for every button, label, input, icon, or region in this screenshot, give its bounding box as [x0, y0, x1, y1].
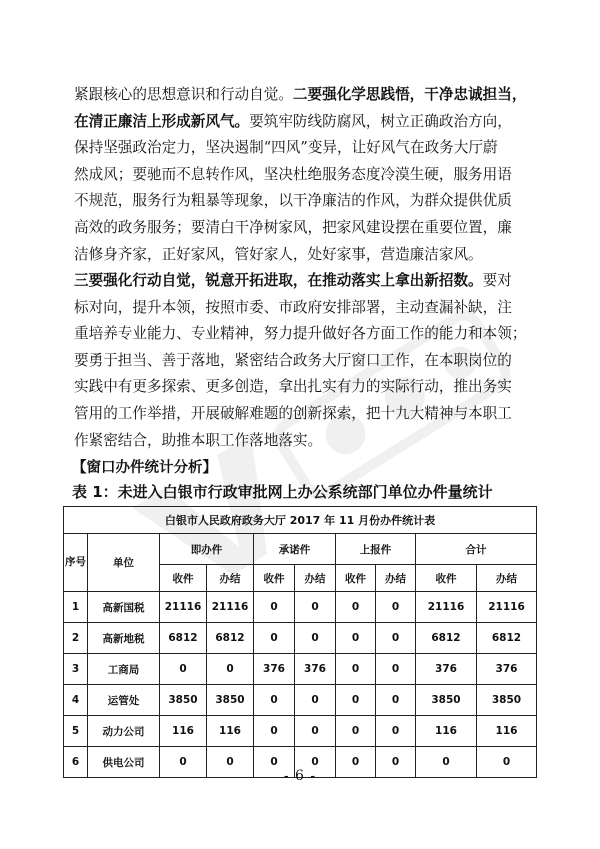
- statistics-table: [63, 506, 537, 778]
- cell-value: 0: [295, 685, 336, 716]
- cell-value: 0: [254, 592, 295, 623]
- row-number: 2: [64, 623, 88, 654]
- cell-value: 116: [477, 716, 537, 747]
- cell-value: 0: [376, 716, 416, 747]
- cell-value: 0: [416, 747, 477, 778]
- row-number: 3: [64, 654, 88, 685]
- text-span: 要筑牢防线防腐风，树立正确政治方向，: [249, 112, 512, 130]
- cell-value: 0: [336, 623, 376, 654]
- cell-value: 0: [336, 592, 376, 623]
- cell-value: 116: [160, 716, 207, 747]
- group-header: 承诺件: [254, 534, 336, 565]
- cell-value: 0: [295, 623, 336, 654]
- cell-value: 0: [336, 654, 376, 685]
- text-line: 要勇于担当、善于落地，紧密结合政务大厅窗口工作，在本职岗位的: [74, 351, 512, 369]
- text-line: 高效的政务服务；要清白干净树家风，把家风建设摆在重要位置，廉: [74, 218, 512, 236]
- table-row: [64, 654, 537, 685]
- cell-value: 0: [295, 716, 336, 747]
- cell-value: 0: [207, 654, 254, 685]
- table-title: 白银市人民政府政务大厅 2017 年 11 月份办件统计表: [64, 507, 537, 534]
- cell-value: 0: [207, 747, 254, 778]
- cell-value: 0: [376, 623, 416, 654]
- group-header: 即办件: [160, 534, 254, 565]
- cell-value: 0: [254, 716, 295, 747]
- text-line: 洁修身齐家，正好家风，管好家人，处好家事，营造廉洁家风。: [74, 245, 483, 263]
- cell-value: 6812: [477, 623, 537, 654]
- subheader-received: 收件: [336, 565, 376, 592]
- column-header-unit: 单位: [88, 534, 160, 592]
- text-line: [74, 109, 526, 136]
- subheader-completed: 办结: [477, 565, 537, 592]
- section-title: 【窗口办件统计分析】: [72, 460, 217, 476]
- cell-value: 3850: [416, 685, 477, 716]
- cell-value: 0: [336, 716, 376, 747]
- unit-name: 高新地税: [88, 623, 160, 654]
- cell-value: 3850: [207, 685, 254, 716]
- text-line: 标对向，提升本领，按照市委、市政府安排部署，主动查漏补缺，注: [74, 298, 512, 316]
- text-line: 重培养专业能力、专业精神，努力提升做好各方面工作的能力和本领；: [74, 325, 527, 343]
- cell-value: 0: [477, 747, 537, 778]
- subheader-received: 收件: [254, 565, 295, 592]
- paragraph-discipline: [74, 82, 526, 268]
- cell-value: 21116: [477, 592, 537, 623]
- group-header: 上报件: [336, 534, 416, 565]
- page-number: - 6 -: [283, 768, 317, 784]
- cell-value: 0: [160, 747, 207, 778]
- cell-value: 3850: [477, 685, 537, 716]
- cell-value: 0: [254, 623, 295, 654]
- text-line: 作紧密结合，助推本职工作落地落实。: [74, 431, 323, 449]
- table-caption: 表 1：未进入白银市行政审批网上办公系统部门单位办件量统计: [72, 483, 493, 501]
- cell-value: 0: [295, 592, 336, 623]
- text-line: 保持坚强政治定力，坚决遏制“四风”变异，让好风气在政务大厅蔚: [74, 139, 498, 157]
- cell-value: 21116: [160, 592, 207, 623]
- bold-heading: 二要强化学思践悟，干净忠诚担当，: [292, 86, 527, 103]
- row-number: 1: [64, 592, 88, 623]
- cell-value: 0: [376, 592, 416, 623]
- subheader-completed: 办结: [207, 565, 254, 592]
- paragraph-action: [74, 268, 526, 454]
- bold-heading: 在清正廉洁上形成新风气。: [74, 112, 250, 130]
- cell-value: 0: [254, 747, 295, 778]
- cell-value: 0: [376, 685, 416, 716]
- cell-value: 376: [477, 654, 537, 685]
- text-line: 不规范，服务行为粗暴等现象，以干净廉洁的作风，为群众提供优质: [74, 192, 512, 210]
- cell-value: 0: [376, 747, 416, 778]
- unit-name: 高新国税: [88, 592, 160, 623]
- text-line: [74, 268, 526, 295]
- cell-value: 376: [416, 654, 477, 685]
- column-header-seq: 序号: [64, 534, 88, 592]
- table-row: [64, 623, 537, 654]
- row-number: 4: [64, 685, 88, 716]
- text-span: 紧跟核心的思想意识和行动自觉。: [74, 86, 293, 103]
- subheader-received: 收件: [160, 565, 207, 592]
- cell-value: 0: [376, 654, 416, 685]
- subheader-completed: 办结: [295, 565, 336, 592]
- text-line: 然成风；要驰而不息转作风，坚决杜绝服务态度冷漠生硬，服务用语: [74, 165, 512, 183]
- text-span: 要对: [482, 272, 512, 289]
- cell-value: 376: [254, 654, 295, 685]
- subheader-received: 收件: [416, 565, 477, 592]
- bold-heading: 三要强化行动自觉，锐意开拓进取，在推动落实上拿出新招数。: [74, 272, 483, 289]
- cell-value: 116: [207, 716, 254, 747]
- group-header: 合计: [416, 534, 537, 565]
- cell-value: 6812: [416, 623, 477, 654]
- cell-value: 6812: [207, 623, 254, 654]
- cell-value: 21116: [416, 592, 477, 623]
- cell-value: 0: [336, 685, 376, 716]
- unit-name: 运管处: [88, 685, 160, 716]
- text-line: [74, 82, 526, 109]
- cell-value: 6812: [160, 623, 207, 654]
- row-number: 5: [64, 716, 88, 747]
- subheader-completed: 办结: [376, 565, 416, 592]
- cell-value: 0: [295, 747, 336, 778]
- unit-name: 动力公司: [88, 716, 160, 747]
- text-line: 实践中有更多探索、更多创造，拿出扎实有力的实际行动，推出务实: [74, 378, 512, 396]
- unit-name: 工商局: [88, 654, 160, 685]
- row-number: 6: [64, 747, 88, 778]
- unit-name: 供电公司: [88, 747, 160, 778]
- table-row: [64, 592, 537, 623]
- table-row: [64, 685, 537, 716]
- table-row: [64, 716, 537, 747]
- cell-value: 0: [336, 747, 376, 778]
- cell-value: 21116: [207, 592, 254, 623]
- cell-value: 3850: [160, 685, 207, 716]
- cell-value: 0: [254, 685, 295, 716]
- cell-value: 376: [295, 654, 336, 685]
- cell-value: 0: [160, 654, 207, 685]
- cell-value: 116: [416, 716, 477, 747]
- text-line: 管用的工作举措，开展破解难题的创新探索，把十九大精神与本职工: [74, 404, 512, 422]
